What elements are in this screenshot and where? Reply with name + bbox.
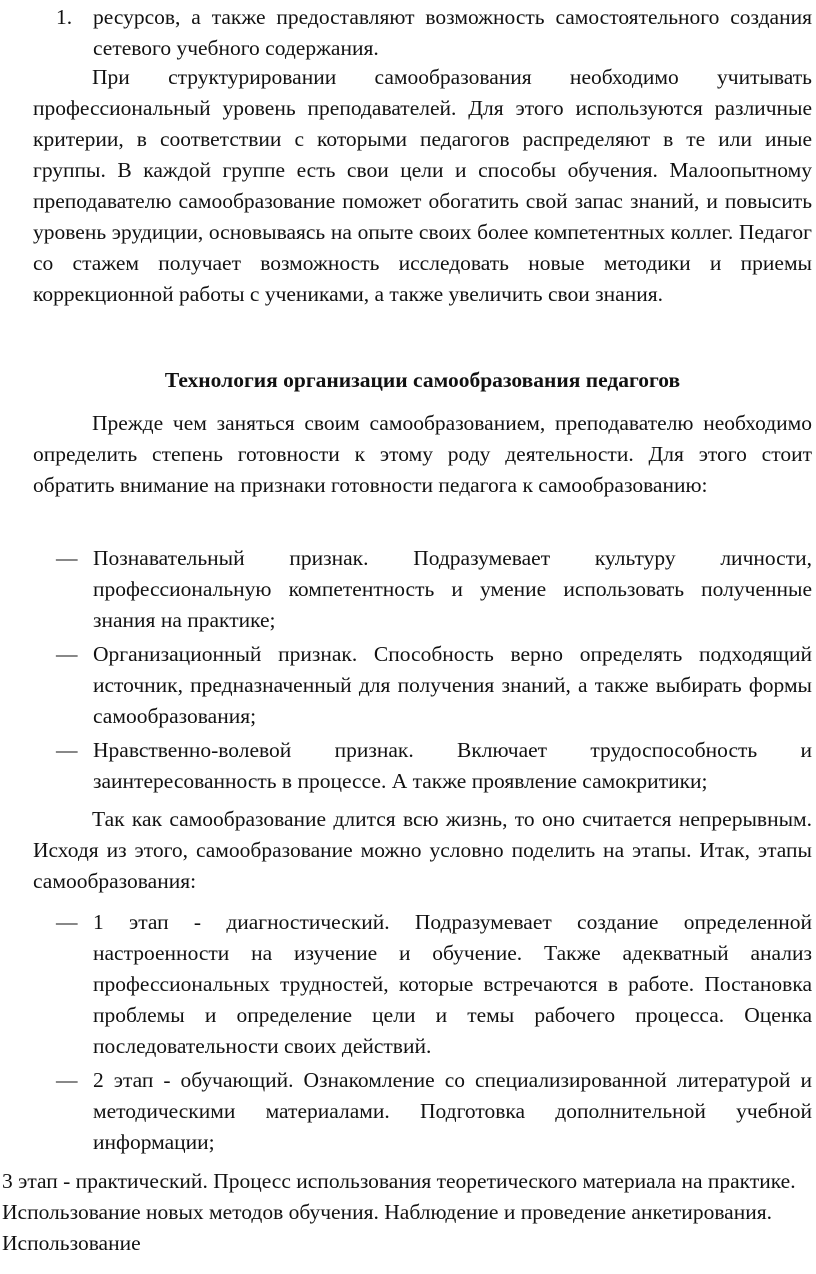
paragraph-structuring: При структурировании самообразования необходимо учитывать профессиональный уровень преподавателей. Для этого используются различные критерии, в соответствии с которыми педагогов распределяют в те или иные группы. В каждой группе есть свои цели и способы обучения. Малоопытному преподавателю самообразование поможет обогатить свой запас знаний, и повысить уровень эрудиции, основываясь на опыте своих более компетентных коллег. Педагог со стажем получает возможность исследовать новые методики и приемы коррекционной работы с учениками, а также увеличить свои знания. bbox=[33, 65, 812, 306]
list-item-text: 2 этап - обучающий. Ознакомление со специализированной литературой и методическими материалами. Подготовка дополнительной учебной информации; bbox=[93, 1068, 812, 1154]
dash-marker: — bbox=[56, 910, 78, 934]
item-number: 1. bbox=[56, 5, 73, 29]
stages-list bbox=[56, 907, 812, 1158]
list-item bbox=[56, 1065, 812, 1158]
readiness-signs-list bbox=[56, 543, 812, 797]
trailing-paragraph: 3 этап - практический. Процесс использования теоретического материала на практике. Использование новых методов обучения. Наблюдение и проведение анкетирования. Использование bbox=[2, 1169, 796, 1255]
numbered-item-text: ресурсов, а также предоставляют возможность самостоятельного создания сетевого учебного содержания. bbox=[93, 5, 812, 60]
list-item-text: Познавательный признак. Подразумевает культуру личности, профессиональную компетентность и умение использовать полученные знания на практике; bbox=[93, 546, 812, 632]
paragraph-stages: Так как самообразование длится всю жизнь, то оно считается непрерывным. Исходя из этого, самообразование можно условно поделить на этапы. Итак, этапы самообразования: bbox=[33, 807, 812, 893]
dash-marker: — bbox=[56, 1068, 78, 1092]
numbered-item bbox=[56, 2, 812, 64]
dash-marker: — bbox=[56, 738, 78, 762]
section-heading: Технология организации самообразования педагогов bbox=[164, 368, 681, 392]
dash-marker: — bbox=[56, 642, 78, 666]
list-item-text: Нравственно-волевой признак. Включает трудоспособность и заинтересованность в процессе. А также проявление самокритики; bbox=[93, 738, 812, 793]
dash-marker: — bbox=[56, 546, 78, 570]
list-item bbox=[56, 543, 812, 636]
list-item bbox=[56, 735, 812, 797]
paragraph-readiness: Прежде чем заняться своим самообразованием, преподавателю необходимо определить степень готовности к этому роду деятельности. Для этого стоит обратить внимание на признаки готовности педагога к самообразованию: bbox=[33, 411, 812, 497]
list-item-text: 1 этап - диагностический. Подразумевает создание определенной настроенности на изучение и обучение. Также адекватный анализ профессиональных трудностей, которые встречаются в работе. Постановка проблемы и определение цели и темы рабочего процесса. Оценка последовательности своих действий. bbox=[93, 910, 812, 1058]
list-item bbox=[56, 639, 812, 732]
list-item-text: Организационный признак. Способность верно определять подходящий источник, предназначенный для получения знаний, а также выбирать формы самообразования; bbox=[93, 642, 812, 728]
list-item bbox=[56, 907, 812, 1062]
